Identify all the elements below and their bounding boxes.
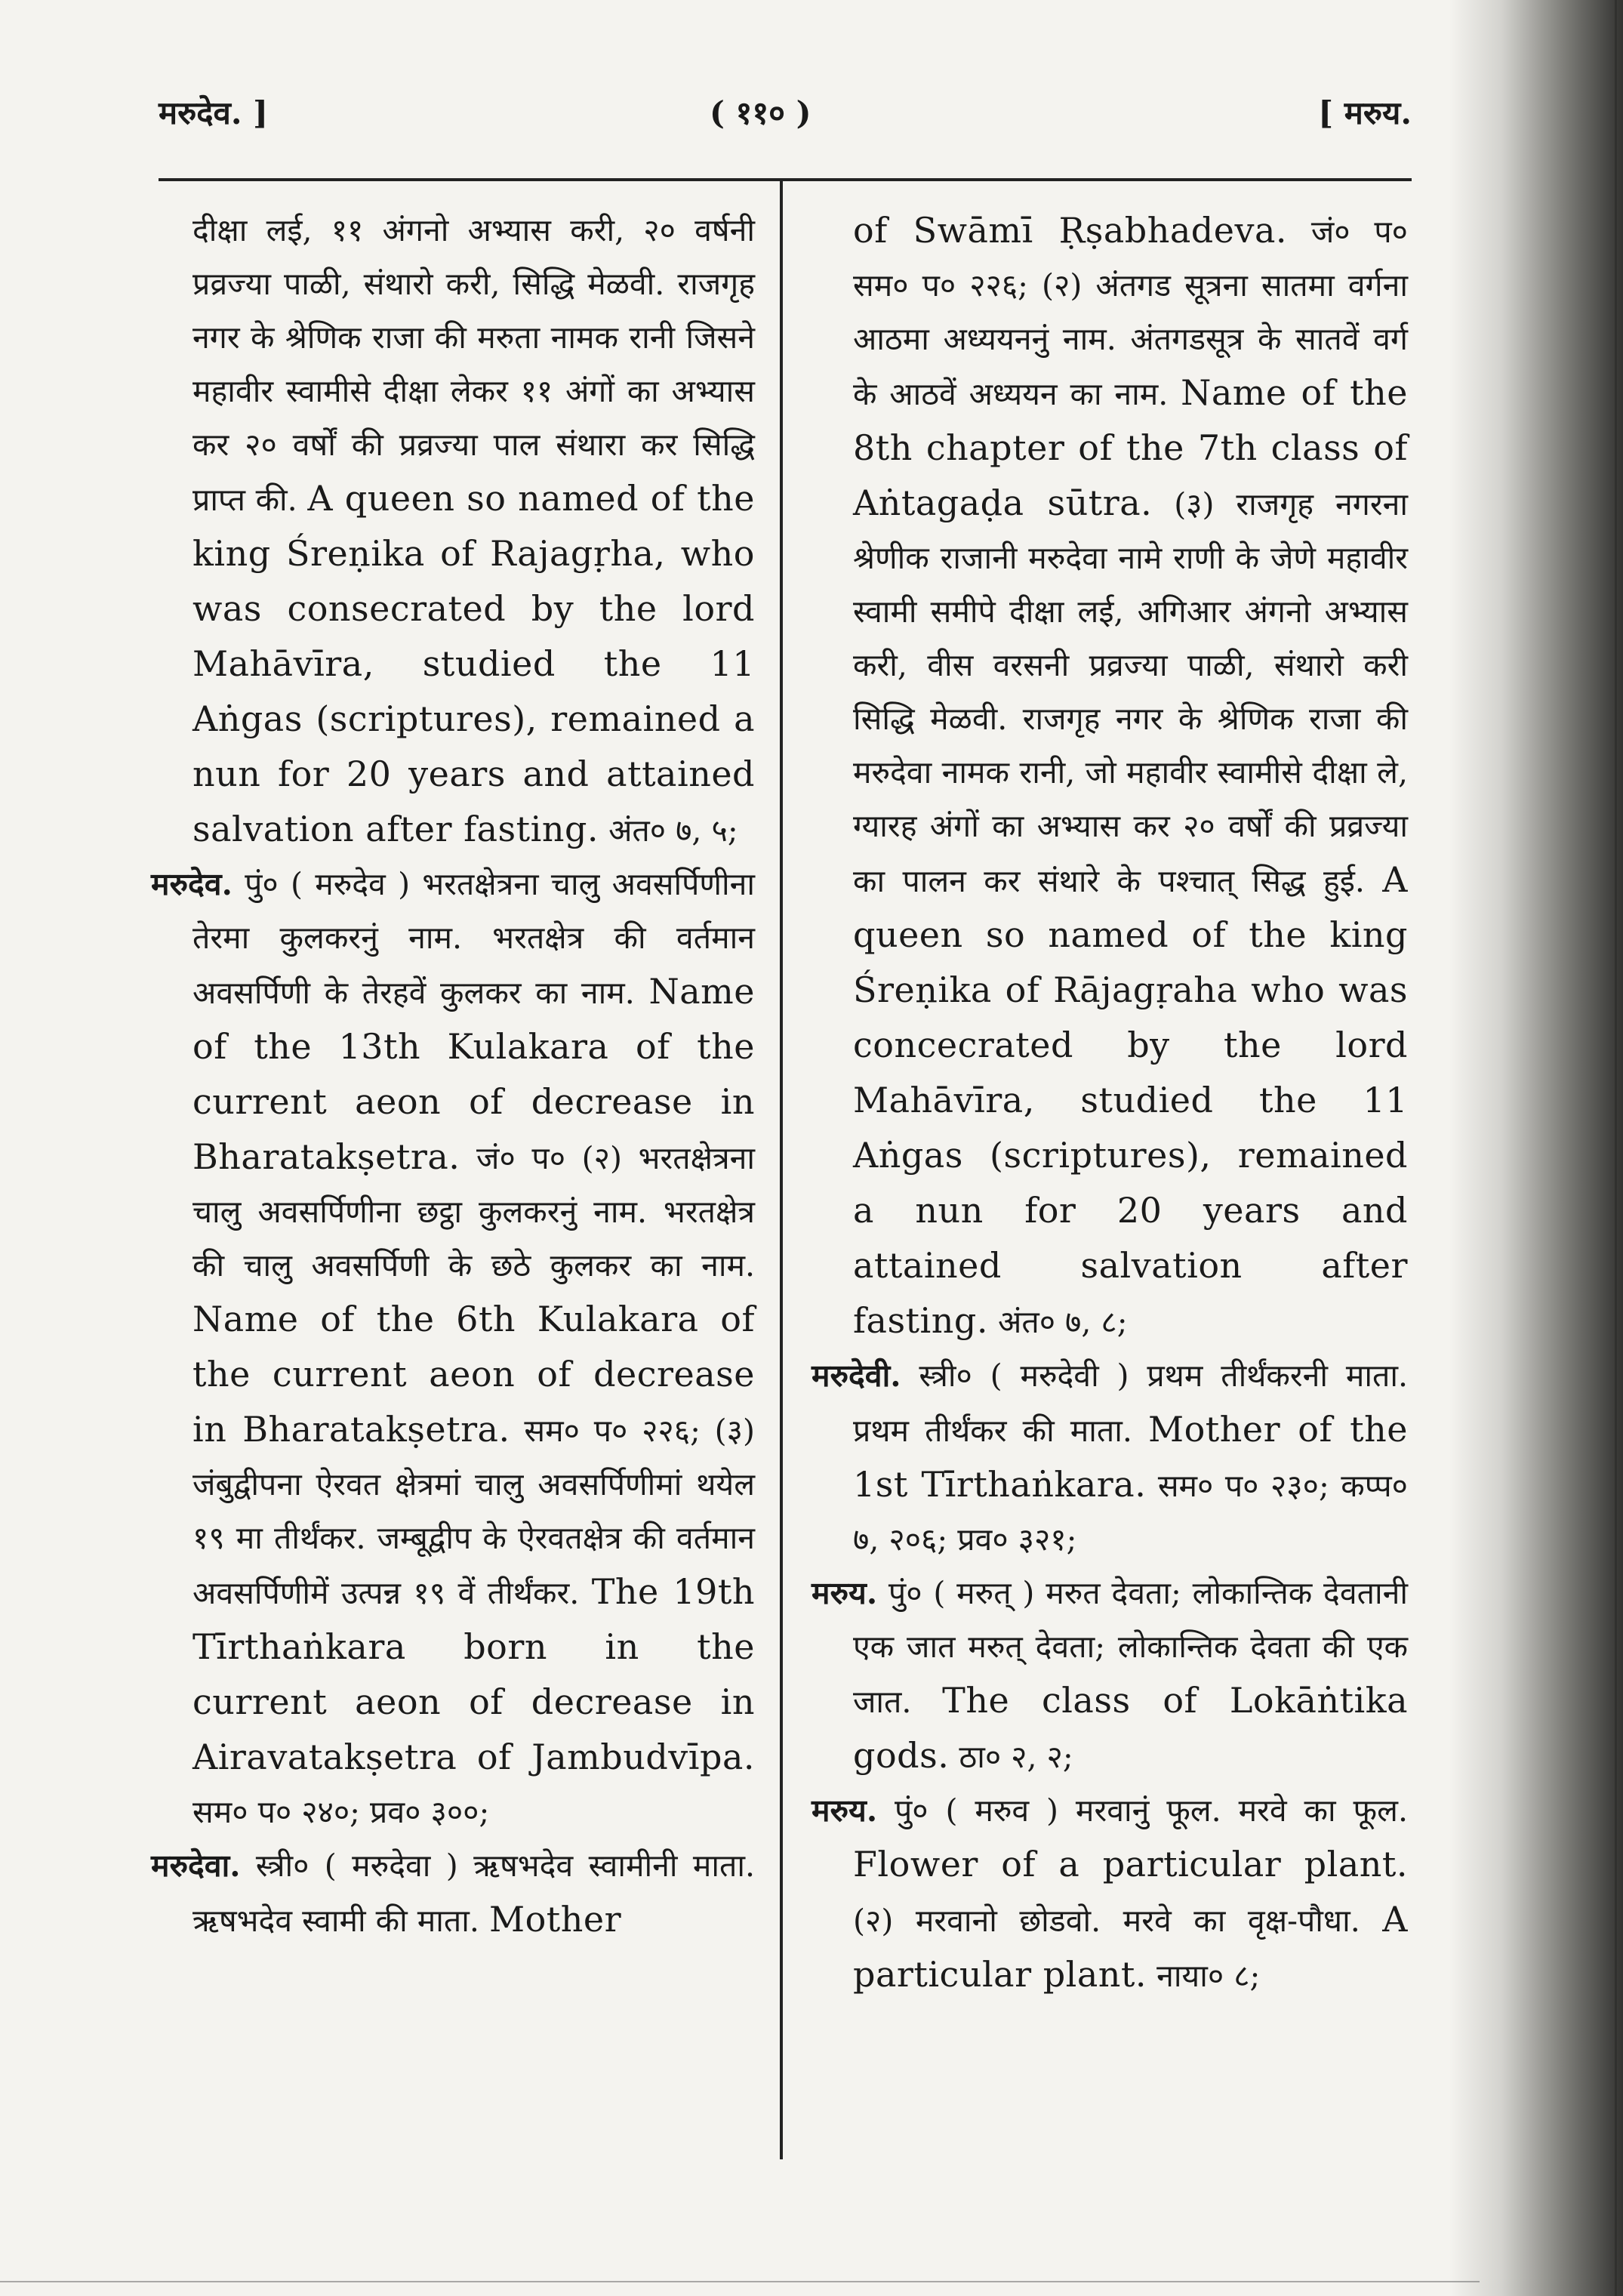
entry-continued [812,204,1408,1349]
running-head-right: [ मरुय. [1318,94,1412,131]
entry-text-english: A queen so named of the king Śreṇika of Rājagṛaha who was concecrated by the lord Mahāvīra, studied the 11 Aṅgas (scriptures), remained a nun for 20 years and attained salvation after fasting. [853,859,1408,1341]
entry-text-vernacular: जं० प० (२) भरतक्षेत्रना चालु अवसर्पिणीना छट्ठा कुलकरनुं नाम. भरतक्षेत्र की चालु अवसर्पिणी के छठे कुलकर का नाम. [192,1140,755,1284]
page-number: ( ११० ) [710,94,812,131]
bottom-scan-line [0,2281,1480,2282]
entry-text-english: Name of the 8th chapter of the 7th class of Aṅtagaḍa sūtra. [853,372,1408,523]
entry-reference: अंत० ७, ५; [608,812,738,849]
entry-text-vernacular: स्त्री० ( मरुदेवा ) ऋषभदेव स्वामीनी माता. ऋषभदेव स्वामी की माता. [192,1848,755,1939]
entry-headword: मरुदेवा. [151,1848,241,1884]
entry-text-english: Name of the 13th Kulakara of the current aeon of decrease in Bharatakṣetra. [192,971,755,1177]
entry-headword: मरुदेव. [151,866,233,902]
entry-text-vernacular: पुं० ( मरुत् ) मरुत देवता; लोकान्तिक देवतानी एक जात मरुत् देवता; लोकान्तिक देवता की एक जात. [853,1575,1408,1720]
entry-reference: नाया० ८; [1156,1958,1261,1994]
entry-text-vernacular: पुं० ( मरुव ) मरवानुं फूल. मरवे का फूल. [894,1792,1408,1829]
header-rule [159,178,1412,181]
entry-text-vernacular: (२) मरवानो छोडवो. मरवे का वृक्ष-पौधा. [853,1903,1360,1939]
entry-headword: मरुदेवी. [812,1358,901,1394]
entry-text-english: The class of Lokāṅtika gods. [853,1680,1408,1776]
entry-text-english: Mother [488,1899,622,1940]
entry-text-english: Flower of a particular plant. [853,1844,1408,1885]
entry-continued [151,204,755,858]
entry-headword: मरुय. [812,1575,878,1611]
scan-edge-stripe [1615,0,1617,2296]
right-column [812,204,1408,2003]
entry-reference: ठा० २, २; [959,1739,1073,1775]
entry-text-vernacular: सम० प० २२६; (३) जंबुद्वीपना ऐरवत क्षेत्रमां चालु अवसर्पिणीमां थयेल १९ मा तीर्थंकर. जम्बूद्वीप के ऐरवतक्षेत्र की वर्तमान अवसर्पिणीमें उत्पन्न १९ वें तीर्थंकर. [192,1413,755,1611]
entry-marudeva-f [151,1839,755,1948]
left-column [151,204,755,1948]
entry-reference: अंत० ७, ८; [998,1304,1128,1340]
scan-edge-shadow [1449,0,1623,2296]
entry-text-vernacular: दीक्षा लई, ११ अंगनो अभ्यास करी, २० वर्षनी प्रव्रज्या पाळी, संथारो करी, सिद्धि मेळवी. राजगृह नगर के श्रेणिक राजा की मरुता नामक रानी जिसने महावीर स्वामीसे दीक्षा लेकर ११ अंगों का अभ्यास कर २० वर्षों की प्रव्रज्या पाल संथारा कर सिद्धि प्राप्त की. [192,212,755,518]
running-head-left: मरुदेव. ] [159,94,269,131]
entry-reference: सम० प० २३०; कप्प० ७, २०६; प्रव० ३२१; [853,1468,1408,1558]
entry-text-english: The 19th Tīrthaṅkara born in the current aeon of decrease in Airavatakṣetra of Jambudvīpa. [192,1571,755,1777]
entry-text-vernacular: (३) राजगृह नगरना श्रेणीक राजानी मरुदेवा नामे राणी के जेणे महावीर स्वामी समीपे दीक्षा लई, अगिआर अंगनो अभ्यास करी, वीस वरसनी प्रव्रज्या पाळी, संथारो करी सिद्धि मेळवी. राजगृह नगर के श्रेणिक राजा की मरुदेवा नामक रानी, जो महावीर स्वामीसे दीक्षा ले, ग्यारह अंगों का अभ्यास कर २० वर्षों की प्रव्रज्या का पालन कर संथारे के पश्चात् सिद्ध हुई. [853,486,1408,899]
entry-text-vernacular: पुं० ( मरुदेव ) भरतक्षेत्रना चालु अवसर्पिणीना तेरमा कुलकरनुं नाम. भरतक्षेत्र की वर्तमान अवसर्पिणी के तेरहवें कुलकर का नाम. [192,866,755,1011]
entry-marudevi [812,1349,1408,1567]
entry-marudeva-m [151,858,755,1839]
entry-maruya-2 [812,1784,1408,2003]
entry-text-english: A queen so named of the king Śreṇika of Rajagṛha, who was consecrated by the lord Mahāvīra, studied the 11 Aṅgas (scriptures), remained a nun for 20 years and attained salvation after fasting. [192,478,755,849]
entry-text-vernacular: जं० प० सम० प० २२६; (२) अंतगड सूत्रना सातमा वर्गना आठमा अध्ययननुं नाम. अंतगडसूत्र के सातवें वर्ग के आठवें अध्ययन का नाम. [853,214,1408,412]
entry-text-english: Mother of the 1st Tīrthaṅkara. [853,1409,1408,1505]
entry-text-english: Name of the 6th Kulakara of the current aeon of decrease in Bharatakṣetra. [192,1299,755,1450]
entry-maruya-1 [812,1567,1408,1784]
entry-reference: सम० प० २४०; प्रव० ३००; [192,1794,490,1830]
entry-headword: मरुय. [812,1792,878,1829]
entry-text-vernacular: स्त्री० ( मरुदेवी ) प्रथम तीर्थंकरनी माता. प्रथम तीर्थंकर की माता. [853,1358,1408,1449]
column-divider [780,181,783,2159]
entry-text-english: A particular plant. [853,1899,1408,1995]
entry-text-english: of Swāmī Ṛṣabhadeva. [853,210,1288,251]
page-header [159,91,1412,143]
